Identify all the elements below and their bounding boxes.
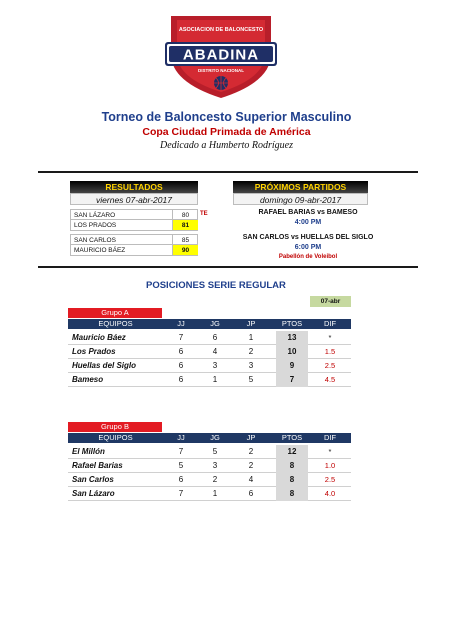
upcoming-matchup: RAFAEL BARIAS vs BAMESO	[258, 209, 358, 216]
result-row	[70, 245, 198, 256]
table-row	[68, 373, 351, 387]
result-row	[70, 220, 198, 231]
abadina-logo	[163, 10, 279, 100]
result-score: 80	[172, 210, 198, 220]
team-name: Los Prados	[72, 347, 116, 356]
table-row	[68, 473, 351, 487]
jp-cell: 5	[248, 375, 254, 384]
dif-cell: 2.5	[324, 361, 336, 370]
table-row	[68, 359, 351, 373]
pts-cell: 10	[276, 345, 308, 359]
team-name: Mauricio Báez	[72, 333, 126, 342]
jg-cell: 2	[212, 475, 218, 484]
group-b-header	[68, 433, 351, 443]
dif-cell: *	[328, 447, 332, 456]
jj-cell: 6	[178, 475, 184, 484]
col-jp: JP	[246, 433, 256, 442]
table-row	[68, 487, 351, 501]
col-jj: JJ	[177, 319, 185, 328]
group-a-tab: Grupo A	[68, 308, 162, 318]
pts-cell: 9	[276, 359, 308, 373]
dif-cell: 4.5	[324, 375, 336, 384]
group-a-header	[68, 319, 351, 329]
jg-cell: 1	[212, 489, 218, 498]
dedication: Dedicado a Humberto Rodríguez	[159, 140, 294, 151]
upcoming-time: 6:00 PM	[294, 244, 322, 251]
dif-cell: *	[328, 333, 332, 342]
dif-cell: 1.0	[324, 461, 336, 470]
col-equipos: EQUIPOS	[98, 319, 133, 328]
dif-cell: 2.5	[324, 475, 336, 484]
col-jj: JJ	[177, 433, 185, 442]
result-score: 81	[172, 220, 198, 230]
col-jg: JG	[210, 319, 220, 328]
pts-cell: 8	[276, 459, 308, 473]
col-dif: DIF	[323, 319, 337, 328]
result-team: SAN CARLOS	[74, 237, 116, 244]
team-name: Bameso	[72, 375, 104, 384]
jg-cell: 3	[212, 361, 218, 370]
table-row	[68, 445, 351, 459]
table-row	[68, 459, 351, 473]
pts-cell: 7	[276, 373, 308, 387]
jj-cell: 7	[178, 447, 184, 456]
pts-cell: 8	[276, 473, 308, 487]
tournament-title: Torneo de Baloncesto Superior Masculino	[101, 110, 352, 124]
upcoming-panel	[233, 181, 368, 205]
jp-cell: 2	[248, 447, 254, 456]
pts-cell: 8	[276, 487, 308, 501]
jp-cell: 3	[248, 361, 254, 370]
result-team: MAURICIO BÁEZ	[74, 247, 126, 254]
dif-cell: 4.0	[324, 489, 336, 498]
dif-cell: 1.5	[324, 347, 336, 356]
results-date: viernes 07-abr-2017	[70, 193, 198, 205]
result-team: SAN LÁZARO	[74, 212, 116, 219]
result-row	[70, 209, 198, 220]
result-row	[70, 234, 198, 245]
col-jg: JG	[210, 433, 220, 442]
logo-name: ABADINA	[182, 46, 260, 64]
jj-cell: 5	[178, 461, 184, 470]
result-team: LOS PRADOS	[74, 222, 117, 229]
jp-cell: 2	[248, 347, 254, 356]
jg-cell: 3	[212, 461, 218, 470]
col-dif: DIF	[323, 433, 337, 442]
pts-cell: 12	[276, 445, 308, 459]
result-score: 90	[172, 245, 198, 255]
team-name: Rafael Barias	[72, 461, 123, 470]
upcoming-time: 4:00 PM	[294, 219, 322, 226]
col-ptos: PTOS	[281, 319, 303, 328]
stray-mark: TE	[200, 211, 208, 217]
jp-cell: 2	[248, 461, 254, 470]
jp-cell: 4	[248, 475, 254, 484]
logo-top: ASOCIACION DE BALONCESTO	[178, 27, 264, 33]
upcoming-title: PRÓXIMOS PARTIDOS	[233, 181, 368, 193]
col-jp: JP	[246, 319, 256, 328]
divider-top	[38, 171, 418, 173]
results-panel	[70, 181, 198, 256]
table-row	[68, 345, 351, 359]
team-name: San Carlos	[72, 475, 114, 484]
jg-cell: 4	[212, 347, 218, 356]
jg-cell: 6	[212, 333, 218, 342]
team-name: El Millón	[72, 447, 105, 456]
group-b-tab: Grupo B	[68, 422, 162, 432]
table-row	[68, 331, 351, 345]
jj-cell: 6	[178, 361, 184, 370]
pts-cell: 13	[276, 331, 308, 345]
col-equipos: EQUIPOS	[98, 433, 133, 442]
group-b-table	[68, 445, 351, 501]
logo-bottom: DISTRITO NACIONAL	[198, 68, 244, 73]
upcoming-matchup: SAN CARLOS vs HUELLAS DEL SIGLO	[242, 234, 374, 241]
standings-title: POSICIONES SERIE REGULAR	[146, 280, 286, 291]
standings-date: 07-abr	[310, 296, 351, 307]
team-name: Huellas del Siglo	[72, 361, 137, 370]
jj-cell: 6	[178, 347, 184, 356]
jj-cell: 7	[178, 489, 184, 498]
divider-bottom	[38, 266, 418, 268]
upcoming-date: domingo 09-abr-2017	[233, 193, 368, 205]
venue: Pabellón de Voleibol	[278, 254, 338, 260]
result-score: 85	[172, 235, 198, 245]
team-name: San Lázaro	[72, 489, 115, 498]
jj-cell: 6	[178, 375, 184, 384]
jg-cell: 5	[212, 447, 218, 456]
jg-cell: 1	[212, 375, 218, 384]
jp-cell: 1	[248, 333, 254, 342]
col-ptos: PTOS	[281, 433, 303, 442]
cup-subtitle: Copa Ciudad Primada de América	[142, 126, 311, 138]
results-title: RESULTADOS	[70, 181, 198, 193]
jj-cell: 7	[178, 333, 184, 342]
group-a-table	[68, 331, 351, 387]
jp-cell: 6	[248, 489, 254, 498]
